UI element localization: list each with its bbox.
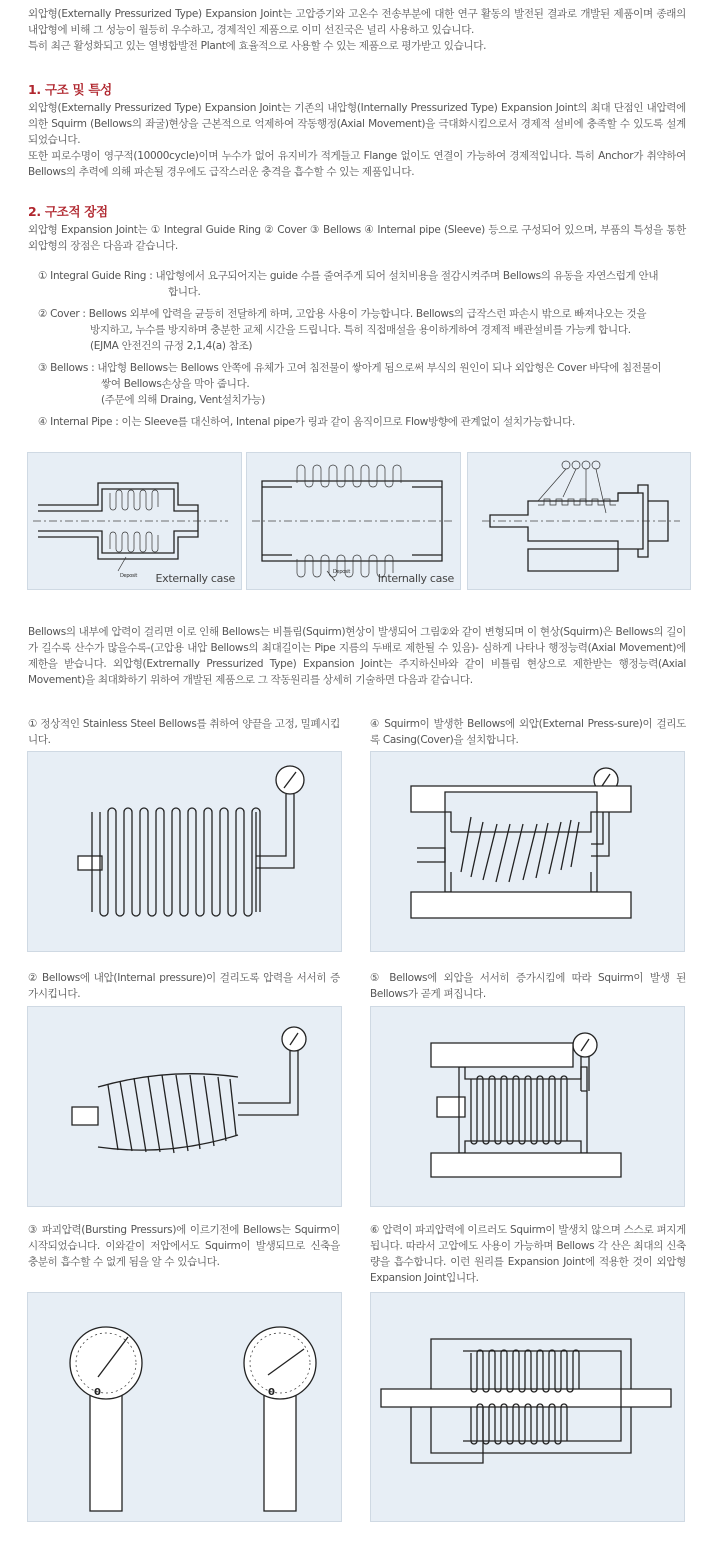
step-5-diagram	[371, 1007, 684, 1206]
item3-line-1: ③ Bellows : 내압형 Bellows는 Bellows 안쪽에 유체가 고여 침전물이 쌓아게 됨으로써 부식의 원인이 되나 외압형은 Cover 바닥에 침전물이	[38, 362, 662, 374]
step-5-caption: ⑤ Bellows에 외압을 서서히 증가시킴에 따라 Squirm이 발생 된 Bellows가 곧게 펴집니다.	[370, 972, 686, 1000]
internally-case-panel	[246, 452, 461, 590]
internally-case-diagram	[247, 453, 460, 589]
item2-line-2: 방지하고, 누수를 방지하며 충분한 교체 시간을 드립니다. 특히 직접매설을 용이하게하여 경제적 배관설비를 가능케 합니다.	[90, 324, 631, 336]
intro-line-2: 특히 최근 활성화되고 있는 열병합발전 Plant에 효율적으로 사용할 수 있는 제품으로 평가받고 있습니다.	[28, 40, 487, 52]
step-2-caption: ② Bellows에 내압(Internal pressure)이 걸리도록 압력을 서서히 증가시킵니다.	[28, 972, 340, 1000]
intro	[28, 6, 686, 54]
externally-case-panel	[27, 452, 242, 590]
item3-line-2: 쌓여 Bellows손상을 막아 줍니다.	[101, 378, 250, 390]
gauge-zero-right: 0	[268, 1387, 275, 1398]
step-1-diagram	[28, 752, 341, 951]
parts-panel	[467, 452, 691, 590]
step-2-panel	[27, 1006, 342, 1207]
internally-case-caption: Internally case	[377, 572, 454, 585]
step-4-panel	[370, 751, 685, 952]
pressure-gauge-right	[244, 1327, 316, 1511]
section1-body	[28, 100, 686, 180]
gauge-zero-left: 0	[94, 1387, 101, 1398]
step-3-diagram	[28, 1293, 341, 1521]
intro-line-1: 외압형(Externally Pressurized Type) Expansion Joint는 고압증기와 고온수 전송부분에 대한 연구 활동의 발전된 결과로 개발된 제품이며 종래의 내압형에 비해 그 성능이 월등히 우수하고, 경제적인 제품으로 이미 선진국은 널리 사용하고 있습니다.	[28, 8, 686, 36]
section2-items	[38, 268, 688, 430]
section1-para-2: 또한 피로수명이 영구적(10000cycle)이며 누수가 없어 유지비가 적게들고 Flange 없이도 연결이 가능하여 경제적입니다. 특히 Anchor가 취약하여 Bellows의 추력에 의해 파손될 경우에도 급작스러운 충격을 흡수할 수 있는 제품입니다.	[28, 150, 686, 178]
item2-line-3: (EJMA 안전건의 규정 2,1,4(a) 참조)	[90, 340, 253, 352]
pressure-gauge-left	[70, 1327, 142, 1511]
section1-para-1: 외압형(Externally Pressurized Type) Expansion Joint는 기존의 내압형(Internally Pressurized Type) Expansion Joint의 최대 단점인 내압력에 의한 Squirm (Bellows의 좌굴)현상을 근본적으로 억제하여 작동행정(Axial Movement)을 극대화시킴으로서 경제적 설비에 충족할 수 있도록 설계되었습니다.	[28, 102, 686, 146]
externally-case-caption: Externally case	[155, 572, 235, 585]
externally-case-diagram	[28, 453, 241, 589]
parts-diagram	[468, 453, 690, 589]
step-6-caption: ⑥ 압력이 파괴압력에 이르러도 Squirm이 발생치 않으며 스스로 펴지게 됩니다. 따라서 고압에도 사용이 가능하며 Bellows 각 산은 최대의 신축량을 흡수합니다. 이런 원리를 Expansion Joint에 적용한 것이 외압형 Expansion Joint입니다.	[370, 1224, 686, 1284]
step-6-diagram	[371, 1293, 684, 1521]
squirm-paragraph: Bellows의 내부에 압력이 걸리면 이로 인해 Bellows는 비틀림(Squirm)현상이 발생되어 그림②와 같이 변형되며 이 현상(Squirm)은 Bellows의 길이가 길수록 산수가 많을수록-(고압용 내압 Bellows의 최대길이는 Pipe 지름의 두배로 제한될 수 있음)- 심하게 나타나 행정능력(Axial Movement)에 제한을 받습니다. 외압형(Extrernally Pressurized Type) Expansion Joint는 주지하신바와 같이 비틀림 현상으로 제한받는 행정능력(Axial Movement)을 최대화하기 위하여 개발된 제품으로 그 작동원리를 상세히 기술하면 다음과 같습니다.	[28, 626, 686, 686]
item1-line-1: ① Integral Guide Ring : 내압형에서 요구되어지는 guide 수를 줄여주게 되어 설치비용을 절감시켜주며 Bellows의 유동을 자연스럽게 안내	[38, 270, 659, 282]
item1-line-2: 합니다.	[168, 286, 201, 298]
deposit-label-1: Deposit	[120, 573, 138, 579]
step-1-caption: ① 정상적인 Stainless Steel Bellows를 취하여 양끝을 고정, 밀폐시킵니다.	[28, 718, 340, 746]
section2-title: 2. 구조적 장점	[28, 204, 108, 219]
step-4-caption: ④ Squirm이 발생한 Bellows에 외압(External Press-sure)이 걸리도록 Casing(Cover)을 설치합니다.	[370, 718, 686, 746]
section2-intro: 외압형 Expansion Joint는 ① Integral Guide Ring ② Cover ③ Bellows ④ Internal pipe (Sleeve) 등으로 구성되어 있으며, 부품의 특성을 통한 외압형의 장점은 다음과 같습니다.	[28, 224, 686, 252]
item4: ④ Internal Pipe : 이는 Sleeve를 대신하여, Intenal pipe가 링과 같이 움직이므로 Flow방향에 관계없이 설치가능합니다.	[38, 416, 575, 428]
step-6-panel	[370, 1292, 685, 1522]
step-4-diagram	[371, 752, 684, 951]
step-1-panel	[27, 751, 342, 952]
item2-line-1: ② Cover : Bellows 외부에 압력을 균등히 전달하게 하며, 고압용 사용이 가능합니다. Bellows의 급작스런 파손시 밖으로 빠져나오는 것을	[38, 308, 647, 320]
step-2-diagram	[28, 1007, 341, 1206]
item3-line-3: (주문에 의해 Draing, Vent설치가능)	[101, 394, 266, 406]
step-5-panel	[370, 1006, 685, 1207]
deposit-label-2: Deposit	[333, 569, 351, 575]
step-3-caption: ③ 파괴압력(Bursting Pressurs)에 이르기전에 Bellows는 Squirm이 시작되었습니다. 이와같이 저압에서도 Squirm이 발생되므로 신축을 충분히 흡수할 수 없게 됨을 알 수 있습니다.	[28, 1224, 340, 1268]
part-callouts	[538, 461, 606, 513]
section1-title: 1. 구조 및 특성	[28, 82, 112, 97]
step-3-panel	[27, 1292, 342, 1522]
